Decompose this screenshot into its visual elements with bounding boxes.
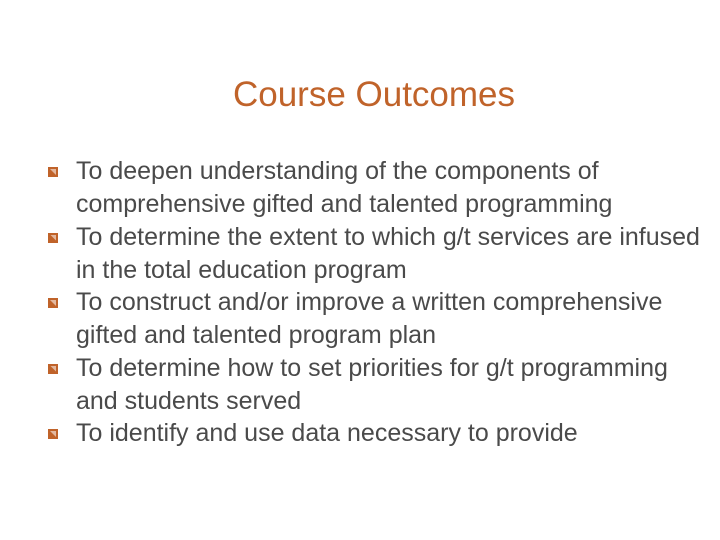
square-bullet-icon bbox=[48, 167, 58, 177]
bullet-item bbox=[48, 286, 708, 352]
bullet-text: To determine the extent to which g/t services are infused in the total education program bbox=[76, 222, 700, 284]
bullet-text: To determine how to set priorities for g/t programming and students served bbox=[76, 353, 668, 415]
square-bullet-icon bbox=[48, 233, 58, 243]
bullet-item bbox=[48, 417, 708, 450]
square-bullet-icon bbox=[48, 364, 58, 374]
square-bullet-icon bbox=[48, 429, 58, 439]
bullet-text: To deepen understanding of the components of comprehensive gifted and talented programming bbox=[76, 157, 613, 218]
bullet-item bbox=[48, 221, 708, 287]
bullet-text: To construct and/or improve a written comprehensive gifted and talented program plan bbox=[76, 288, 663, 349]
bullet-item bbox=[48, 352, 708, 418]
bullet-list bbox=[48, 155, 708, 450]
square-bullet-icon bbox=[48, 298, 58, 308]
bullet-item bbox=[48, 155, 708, 221]
slide-title: Course Outcomes bbox=[232, 75, 516, 114]
bullet-text: To identify and use data necessary to provide bbox=[76, 419, 578, 447]
